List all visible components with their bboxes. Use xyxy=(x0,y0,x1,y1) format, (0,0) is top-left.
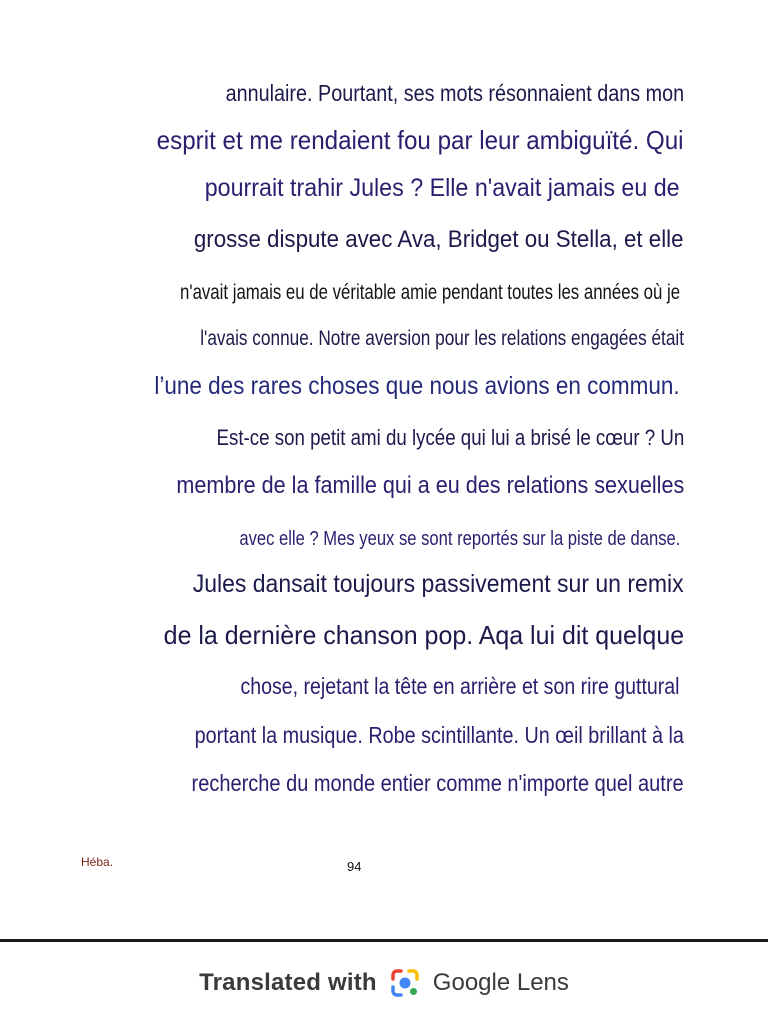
author-signature: Héba. xyxy=(81,855,114,869)
google-lens-brand: Google Lens xyxy=(432,969,569,996)
body-text-line: avec elle ? Mes yeux se sont reportés sur la piste de danse. xyxy=(238,528,680,550)
google-lens-icon xyxy=(389,967,421,999)
body-text-line: pourrait trahir Jules ? Elle n'avait jamais eu de xyxy=(205,174,680,202)
translation-banner xyxy=(0,942,768,1024)
body-text-line: l’une des rares choses que nous avions en commun. xyxy=(154,372,680,400)
body-text-line: esprit et me rendaient fou par leur ambiguïté. Qui xyxy=(157,125,684,155)
translated-with-label: Translated with xyxy=(199,969,377,996)
page-number: 94 xyxy=(347,859,362,874)
body-text-line: de la dernière chanson pop. Aqa lui dit quelque xyxy=(163,620,684,650)
body-text-line: n'avait jamais eu de véritable amie pendant toutes les années où je xyxy=(179,281,680,304)
body-text-line: Jules dansait toujours passivement sur un remix xyxy=(193,570,684,598)
body-text-line: annulaire. Pourtant, ses mots résonnaient dans mon xyxy=(225,80,684,106)
body-text-line: Est-ce son petit ami du lycée qui lui a brisé le cœur ? Un xyxy=(216,425,684,450)
body-text-line: grosse dispute avec Ava, Bridget ou Stella, et elle xyxy=(194,226,684,253)
body-text-line: portant la musique. Robe scintillante. Un œil brillant à la xyxy=(194,722,684,748)
body-text-line: chose, rejetant la tête en arrière et son rire guttural xyxy=(240,673,680,699)
body-text-line: membre de la famille qui a eu des relations sexuelles xyxy=(176,472,684,499)
body-text-line: recherche du monde entier comme n'importe quel autre xyxy=(191,770,684,796)
body-text-line: l'avais connue. Notre aversion pour les relations engagées était xyxy=(200,327,684,350)
